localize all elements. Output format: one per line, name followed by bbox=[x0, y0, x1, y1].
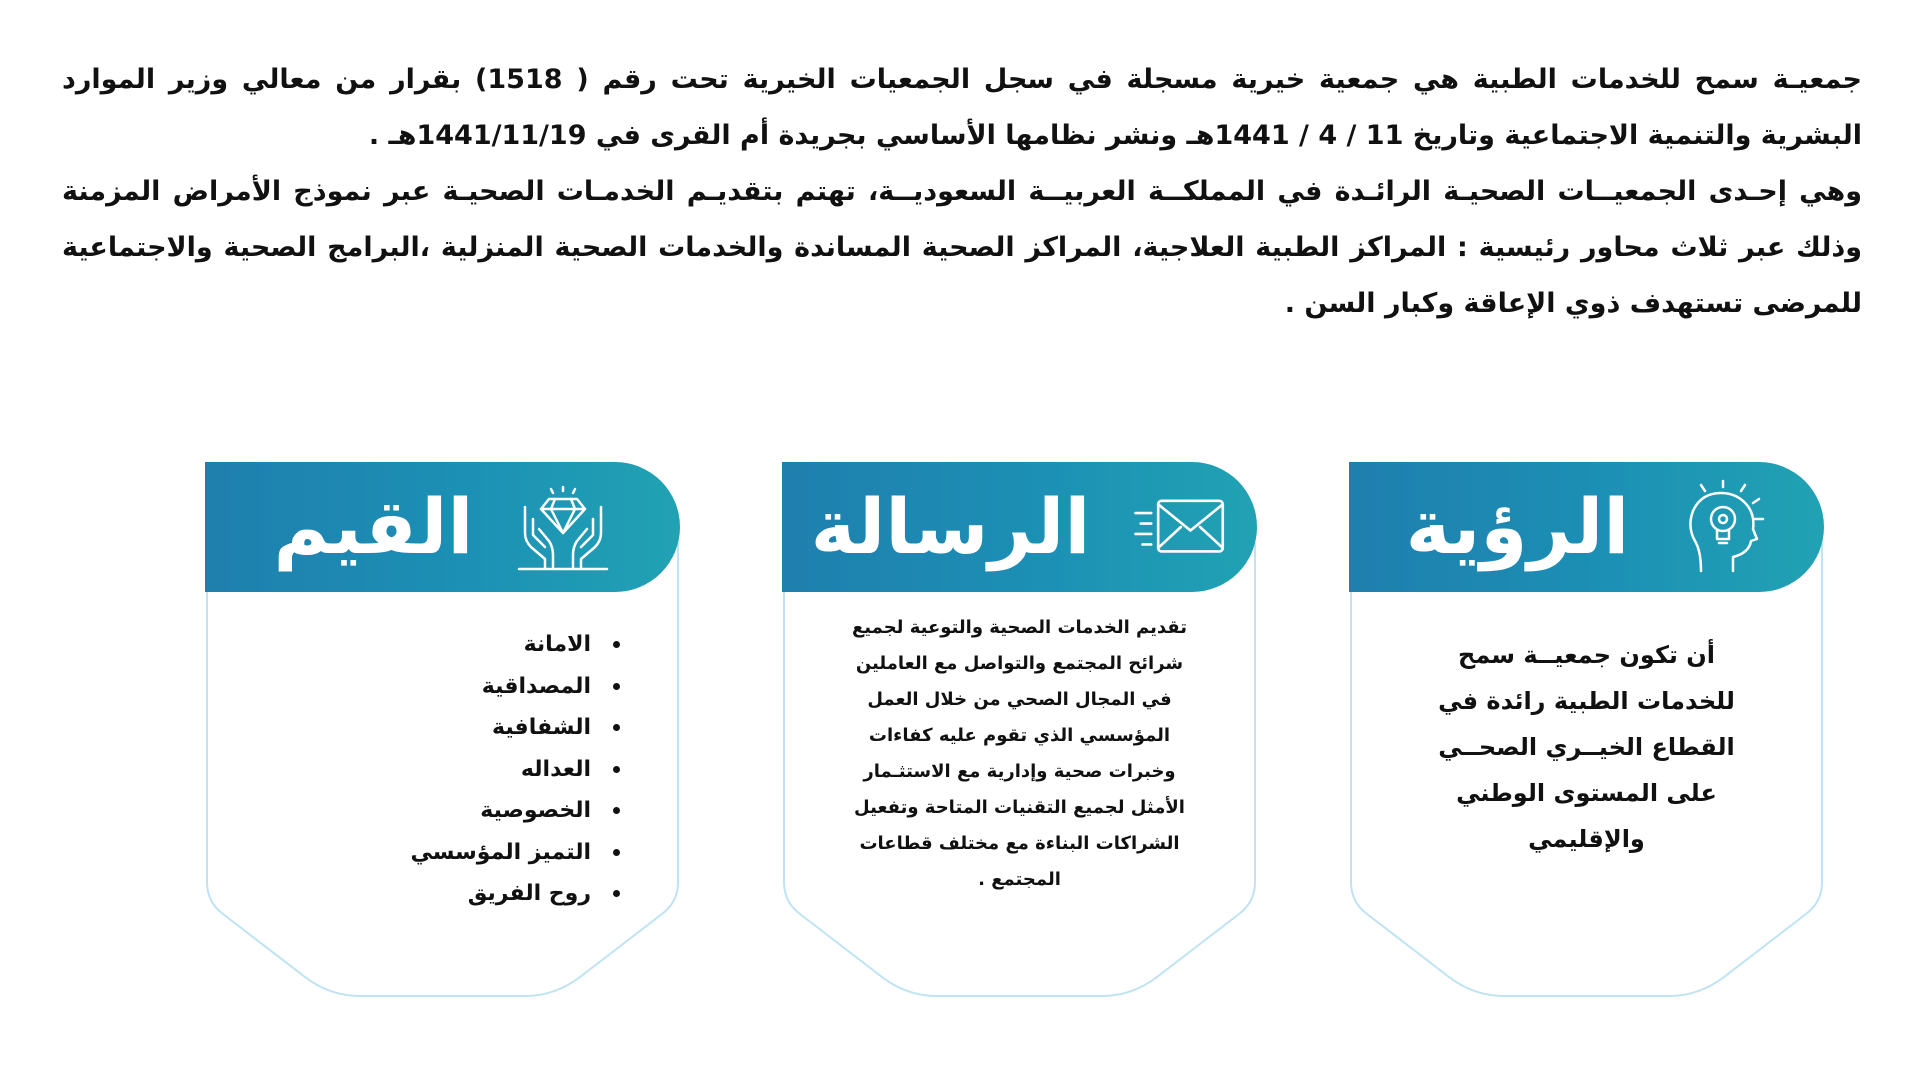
bullet-icon bbox=[613, 724, 620, 731]
values-card bbox=[205, 462, 680, 1002]
mission-body bbox=[782, 602, 1257, 898]
bullet-icon bbox=[613, 849, 620, 856]
bullet-icon bbox=[613, 683, 620, 690]
bullet-icon bbox=[613, 766, 620, 773]
intro-text bbox=[62, 52, 1862, 332]
list-item: المصداقية bbox=[205, 666, 620, 708]
vision-text: أن تكون جمعيــة سمح للخدمات الطبية رائدة في القطاع الخيــري الصحــي على المستوى الوطني والإقليمي bbox=[1438, 641, 1735, 853]
values-title: القيم bbox=[273, 482, 474, 571]
mission-title: الرسالة bbox=[810, 482, 1091, 571]
vision-header bbox=[1349, 462, 1824, 592]
list-item: الخصوصية bbox=[205, 790, 620, 832]
list-item: التميز المؤسسي bbox=[205, 832, 620, 874]
mission-card bbox=[782, 462, 1257, 1002]
mission-header bbox=[782, 462, 1257, 592]
envelope-icon bbox=[1132, 479, 1228, 575]
bullet-icon bbox=[613, 890, 620, 897]
intro-paragraph-2: وهي إحـدى الجمعيــات الصحيـة الرائـدة في المملكــة العربيــة السعوديــة، تهتم بتقديـم الخدمـات الصحيـة عبر نموذج الأمراض المزمنة وذلك عبر ثلاث محاور رئيسية : المراكز الطبية العلاجية، المراكز الصحية المساندة والخدمات الصحية المنزلية ،البرامج الصحية والاجتماعية للمرضى تستهدف ذوي الإعاقة وكبار السن . bbox=[62, 176, 1862, 319]
values-body bbox=[205, 602, 680, 915]
vision-body bbox=[1349, 602, 1824, 862]
mission-text: تقديم الخدمات الصحية والتوعية لجميع شرائح المجتمع والتواصل مع العاملين في المجال الصحي من خلال العمل المؤسسي الذي تقوم عليه كفاءات وخبرات صحية وإدارية مع الاستثـمار الأمثل لجميع التقنيات المتاحة وتفعيل الشراكات البناءة مع مختلف قطاعات المجتمع . bbox=[852, 617, 1187, 890]
list-item: الشفافية bbox=[205, 707, 620, 749]
hands-diamond-icon bbox=[515, 479, 611, 575]
intro-paragraph-1: جمعيـة سمح للخدمات الطبية هي جمعية خيرية مسجلة في سجل الجمعيات الخيرية تحت رقم ( 1518) بقرار من معالي وزير الموارد البشرية والتنمية الاجتماعية وتاريخ 11 / 4 / 1441هـ ونشر نظامها الأساسي بجريدة أم القرى في 1441/11/19هـ . bbox=[62, 64, 1863, 151]
vision-title: الرؤية bbox=[1405, 482, 1630, 571]
head-lightbulb-icon bbox=[1671, 479, 1767, 575]
bullet-icon bbox=[613, 641, 620, 648]
list-item: الامانة bbox=[205, 624, 620, 666]
values-list bbox=[205, 602, 680, 915]
list-item: روح الفريق bbox=[205, 873, 620, 915]
list-item: العداله bbox=[205, 749, 620, 791]
bullet-icon bbox=[613, 807, 620, 814]
vision-card bbox=[1349, 462, 1824, 1002]
values-header bbox=[205, 462, 680, 592]
